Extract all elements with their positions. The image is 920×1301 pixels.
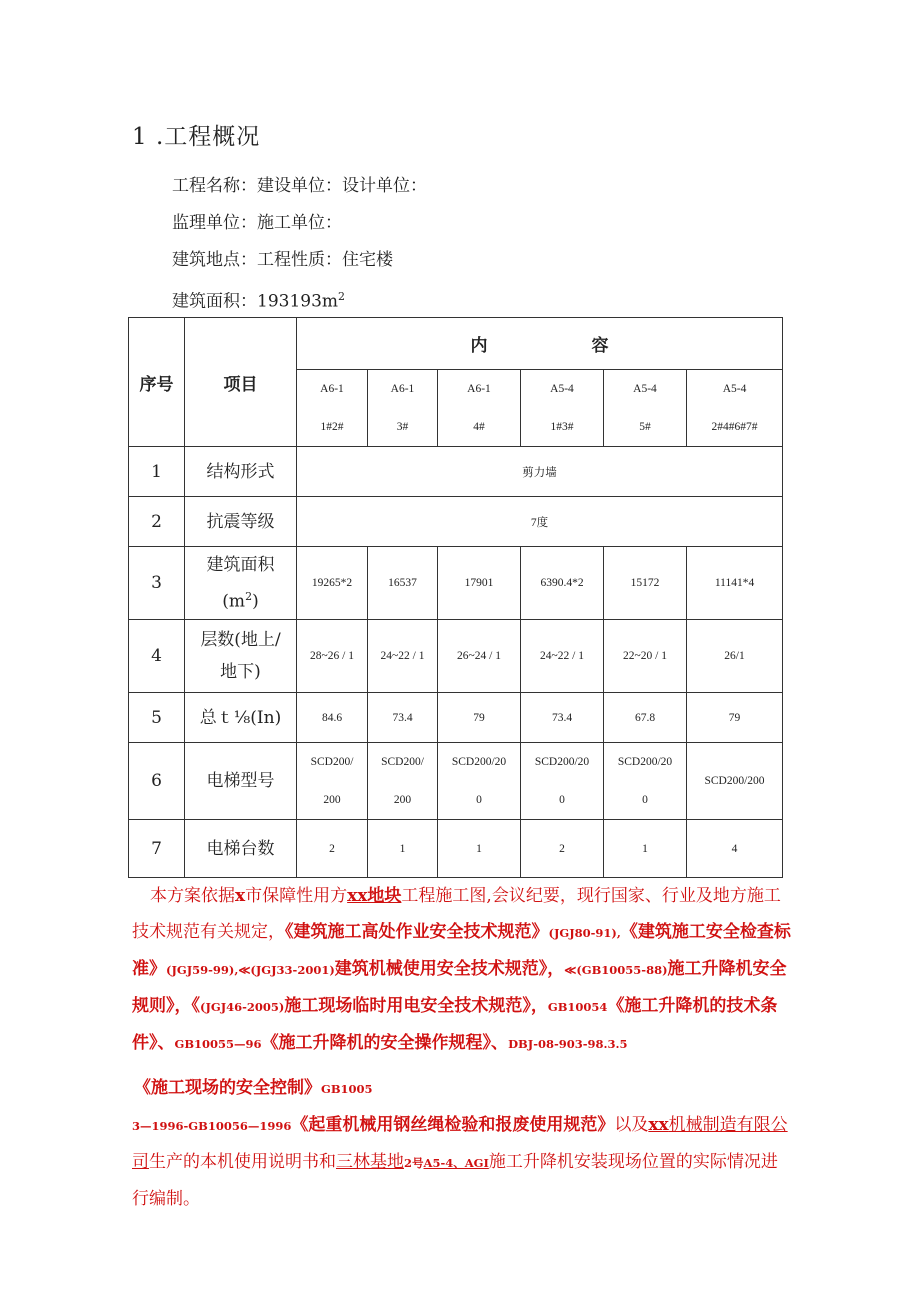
building-cell: A6-1 1#2# xyxy=(297,370,368,447)
value-cell: 16537 xyxy=(368,547,438,620)
value-cell: 19265*2 xyxy=(297,547,368,620)
value-cell: SCD200/ 200 xyxy=(297,743,368,820)
value-cell: 73.4 xyxy=(521,693,604,743)
building-cell: A6-1 3# xyxy=(368,370,438,447)
value-cell: 1 xyxy=(438,820,521,878)
standards-paragraph: 3—1996-GB10056—1996《起重机械用钢丝绳检验和报废使用规范》以及xx机械制造有限公司生产的本机使用说明书和三林基地2号A5-4、AGI施工升降机安装现场位置的实际情况进行编制。 xyxy=(132,1115,788,1209)
table-row xyxy=(129,447,783,497)
value-cell: 24~22 / 1 xyxy=(521,620,604,693)
table-row xyxy=(129,743,783,820)
table-row xyxy=(129,693,783,743)
info-line-area: 建筑面积：$193193m^2$ xyxy=(172,290,346,312)
value-cell: 26/1 xyxy=(687,620,783,693)
value-cell: 24~22 / 1 xyxy=(368,620,438,693)
project-spec-table xyxy=(128,317,783,878)
value-cell: SCD200/200 xyxy=(687,743,783,820)
row-item: 总ｔ⅛(In) xyxy=(185,693,297,743)
row-number: 4 xyxy=(129,620,185,693)
value-cell: 11141*4 xyxy=(687,547,783,620)
info-line-name: 工程名称：建设单位：设计单位： xyxy=(172,176,427,196)
table-row xyxy=(129,547,783,620)
row-number: 3 xyxy=(129,547,185,620)
value-cell: 73.4 xyxy=(368,693,438,743)
value-cell: SCD200/20 0 xyxy=(438,743,521,820)
value-cell: 28~26 / 1 xyxy=(297,620,368,693)
value-cell: 84.6 xyxy=(297,693,368,743)
row-number: 6 xyxy=(129,743,185,820)
table-row xyxy=(129,497,783,547)
row-item: 电梯型号 xyxy=(185,743,297,820)
value-cell: 22~20 / 1 xyxy=(604,620,687,693)
header-seq: 序号 xyxy=(129,318,185,447)
row-item: 结构形式 xyxy=(185,447,297,497)
value-cell: 26~24 / 1 xyxy=(438,620,521,693)
value-cell: 17901 xyxy=(438,547,521,620)
info-line-location: 建筑地点：工程性质：住宅楼 xyxy=(172,250,393,270)
table-row xyxy=(129,820,783,878)
row-number: 1 xyxy=(129,447,185,497)
value-cell: 79 xyxy=(438,693,521,743)
building-cell: A5-4 2#4#6#7# xyxy=(687,370,783,447)
value-cell: 79 xyxy=(687,693,783,743)
row-number: 2 xyxy=(129,497,185,547)
merged-value: 剪力墙 xyxy=(297,447,783,497)
control-standard-line: 《施工现场的安全控制》GB1005 xyxy=(134,1078,373,1098)
value-cell: SCD200/ 200 xyxy=(368,743,438,820)
header-content: 内 容 xyxy=(297,318,783,370)
value-cell: 6390.4*2 xyxy=(521,547,604,620)
row-number: 7 xyxy=(129,820,185,878)
basis-paragraph: 本方案依据x市保障性用方xx地块工程施工图,会议纪要，现行国家、行业及地方施工技术规范有关规定，《建筑施工高处作业安全技术规范》(JGJ80-91),《建筑施工安全检查标准》(JGJ59-99),≪(JGJ33-2001)建筑机械使用安全技术规范》，≪(GB10055-88)施工升降机安全规则》，《(JGJ46-2005)施工现场临时用电安全技术规范》，GB10054《施工升降机的技术条件》、GB10055—96《施工升降机的安全操作规程》、DBJ-08-903-98.3.5 xyxy=(132,886,791,1053)
value-cell: SCD200/20 0 xyxy=(521,743,604,820)
value-cell: 1 xyxy=(604,820,687,878)
header-item: 项目 xyxy=(185,318,297,447)
section-heading: 1 .工程概况 xyxy=(132,124,261,150)
row-item: 层数(地上/ 地下) xyxy=(185,620,297,693)
row-item: 抗震等级 xyxy=(185,497,297,547)
row-item: 电梯台数 xyxy=(185,820,297,878)
building-cell: A5-4 5# xyxy=(604,370,687,447)
building-cell: A6-1 4# xyxy=(438,370,521,447)
value-cell: 15172 xyxy=(604,547,687,620)
value-cell: 4 xyxy=(687,820,783,878)
value-cell: 2 xyxy=(521,820,604,878)
value-cell: SCD200/20 0 xyxy=(604,743,687,820)
value-cell: 67.8 xyxy=(604,693,687,743)
table-row xyxy=(129,620,783,693)
info-line-supervisor: 监理单位：施工单位： xyxy=(172,213,342,233)
building-cell: A5-4 1#3# xyxy=(521,370,604,447)
row-number: 5 xyxy=(129,693,185,743)
merged-value: 7度 xyxy=(297,497,783,547)
row-item: 建筑面积 $(m^2)$ xyxy=(185,547,297,620)
value-cell: 1 xyxy=(368,820,438,878)
value-cell: 2 xyxy=(297,820,368,878)
